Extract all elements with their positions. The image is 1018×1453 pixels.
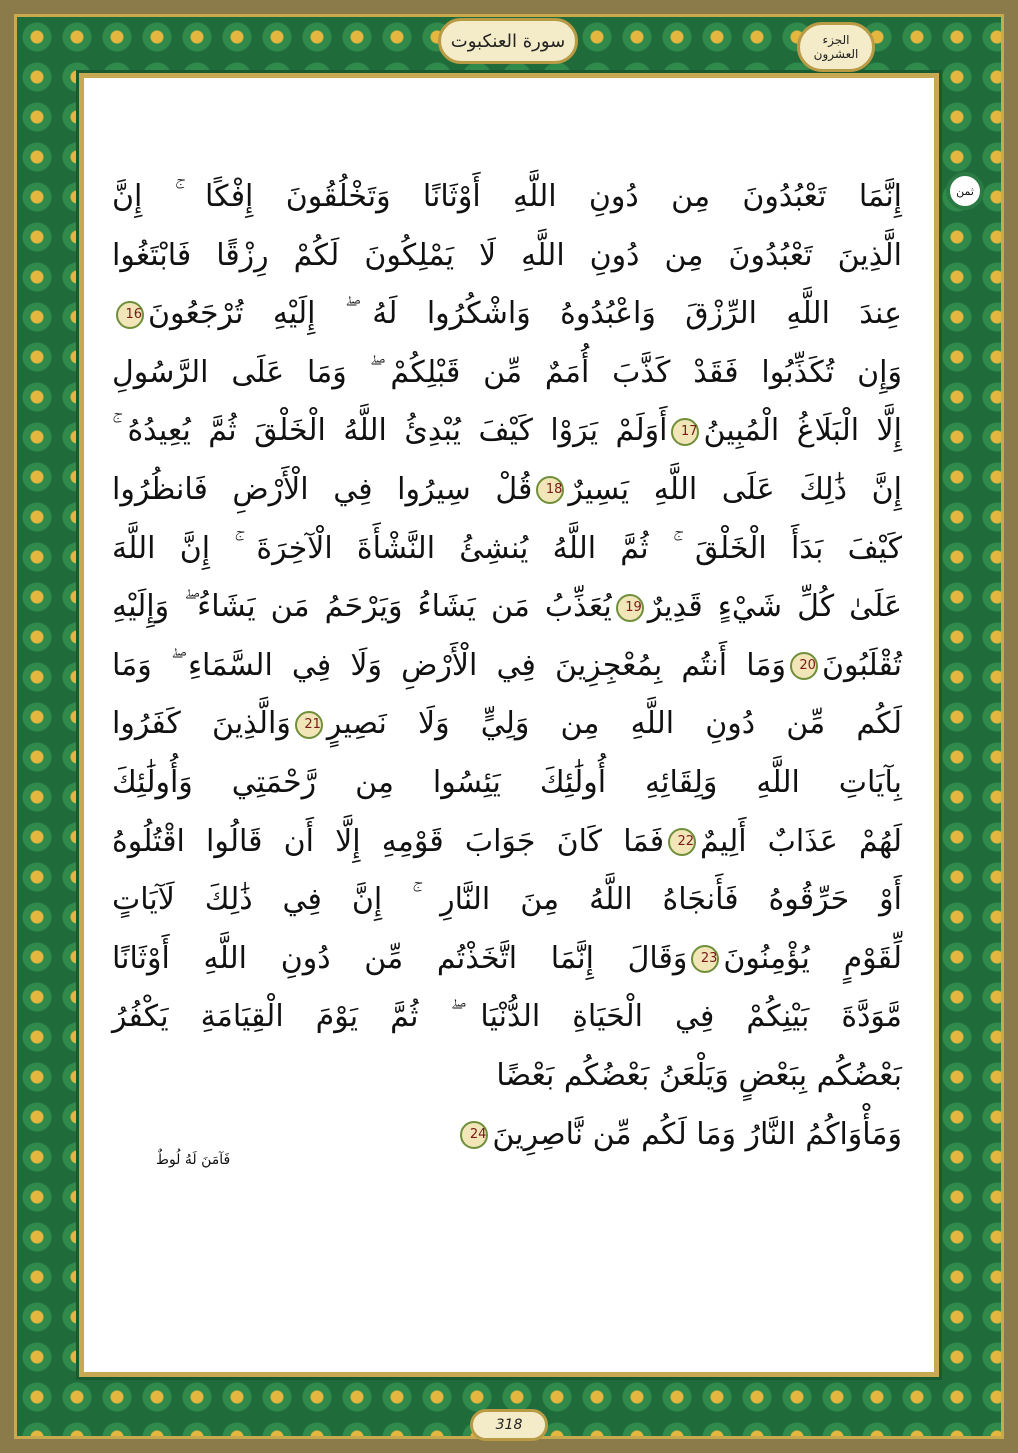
text-line [112,988,902,1047]
line-text-continued: وَقَالَ إِنَّمَا اتَّخَذْتُم مِّن دُونِ اللَّهِ أَوْثَانًا [112,940,688,976]
text-line [112,813,902,872]
text-line [112,168,902,227]
line-text-continued: يُعَذِّبُ مَن يَشَاءُ وَيَرْحَمُ مَن يَشَاءُ ۖ وَإِلَيْهِ [112,589,612,625]
ayah-number-marker: 16 [116,301,144,329]
line-text: أَوْ حَرِّقُوهُ فَأَنجَاهُ اللَّهُ مِنَ النَّارِ ۚ إِنَّ فِي ذَٰلِكَ لَآيَاتٍ [112,882,902,918]
juz-label [797,22,875,72]
ayah-number-marker: 23 [691,945,719,973]
text-line [112,1106,902,1165]
ayah-number-marker: 21 [295,711,323,739]
quran-text [112,168,902,1164]
hizb-marker-icon: ثمن [946,172,984,210]
line-text: إِنَّمَا تَعْبُدُونَ مِن دُونِ اللَّهِ أَوْثَانًا وَتَخْلُقُونَ إِفْكًا ۚ إِنَّ [112,179,902,214]
text-line [112,578,902,637]
line-text: لِّقَوْمٍ يُؤْمِنُونَ [723,940,902,976]
line-text: عَلَىٰ كُلِّ شَيْءٍ قَدِيرٌ [647,589,903,625]
text-line [112,227,902,286]
line-text: إِلَّا الْبَلَاغُ الْمُبِينُ [703,413,902,449]
text-line [112,520,902,579]
line-text: بَعْضُكُم بِبَعْضٍ وَيَلْعَنُ بَعْضُكُم بَعْضًا [496,1057,902,1093]
text-line [112,285,902,344]
ayah-number-marker: 19 [616,594,644,622]
line-text: إِنَّ ذَٰلِكَ عَلَى اللَّهِ يَسِيرٌ [568,471,902,507]
line-text: عِندَ اللَّهِ الرِّزْقَ وَاعْبُدُوهُ وَاشْكُرُوا لَهُ ۖ إِلَيْهِ تُرْجَعُونَ [148,296,902,332]
line-text: وَمَأْوَاكُمُ النَّارُ وَمَا لَكُم مِّن نَّاصِرِينَ [492,1116,902,1152]
text-line [112,402,902,461]
juz-label-line2: العشرون [813,47,859,61]
text-line [112,695,902,754]
line-text: مَّوَدَّةَ بَيْنِكُمْ فِي الْحَيَاةِ الدُّنْيَا ۖ ثُمَّ يَوْمَ الْقِيَامَةِ يَكْفُرُ [112,999,902,1035]
text-line [112,754,902,813]
catchword: فَآمَنَ لَهُ لُوطٌ [156,1152,231,1168]
surah-title: سورة العنكبوت [438,18,578,64]
text-line [112,930,902,989]
text-line [112,871,902,930]
line-text: لَهُمْ عَذَابٌ أَلِيمٌ [700,823,902,859]
line-text: وَإِن تُكَذِّبُوا فَقَدْ كَذَّبَ أُمَمٌ مِّن قَبْلِكُمْ ۖ وَمَا عَلَى الرَّسُولِ [112,354,902,390]
line-text-continued: وَمَا أَنتُم بِمُعْجِزِينَ فِي الْأَرْضِ وَلَا فِي السَّمَاءِ ۖ وَمَا [112,647,786,683]
juz-label-line1: الجزء [822,33,850,47]
line-text-continued: قُلْ سِيرُوا فِي الْأَرْضِ فَانظُرُوا [112,471,533,507]
text-line [112,344,902,403]
text-line [112,637,902,696]
text-line [112,1047,902,1106]
line-text: كَيْفَ بَدَأَ الْخَلْقَ ۚ ثُمَّ اللَّهُ يُنشِئُ النَّشْأَةَ الْآخِرَةَ ۚ إِنَّ اللَّهَ [112,530,902,566]
line-text: بِآيَاتِ اللَّهِ وَلِقَائِهِ أُولَٰئِكَ يَئِسُوا مِن رَّحْمَتِي وَأُولَٰئِكَ [112,764,902,800]
line-text: الَّذِينَ تَعْبُدُونَ مِن دُونِ اللَّهِ لَا يَمْلِكُونَ لَكُمْ رِزْقًا فَابْتَغُوا [112,237,902,273]
line-text-continued: فَمَا كَانَ جَوَابَ قَوْمِهِ إِلَّا أَن قَالُوا اقْتُلُوهُ [112,823,665,859]
line-text: لَكُم مِّن دُونِ اللَّهِ مِن وَلِيٍّ وَلَا نَصِيرٍ [326,706,903,742]
ayah-number-marker: 20 [790,652,818,680]
ayah-number-marker: 17 [671,418,699,446]
ayah-number-marker: 18 [536,476,564,504]
line-text-continued: وَالَّذِينَ كَفَرُوا [112,706,291,742]
ayah-number-marker: 22 [668,828,696,856]
page-number: 318 [470,1409,548,1441]
line-text-continued: أَوَلَمْ يَرَوْا كَيْفَ يُبْدِئُ اللَّهُ الْخَلْقَ ثُمَّ يُعِيدُهُ ۚ [112,413,668,449]
ayah-number-marker: 24 [460,1121,488,1149]
text-line [112,461,902,520]
line-text: تُقْلَبُونَ [821,647,902,683]
